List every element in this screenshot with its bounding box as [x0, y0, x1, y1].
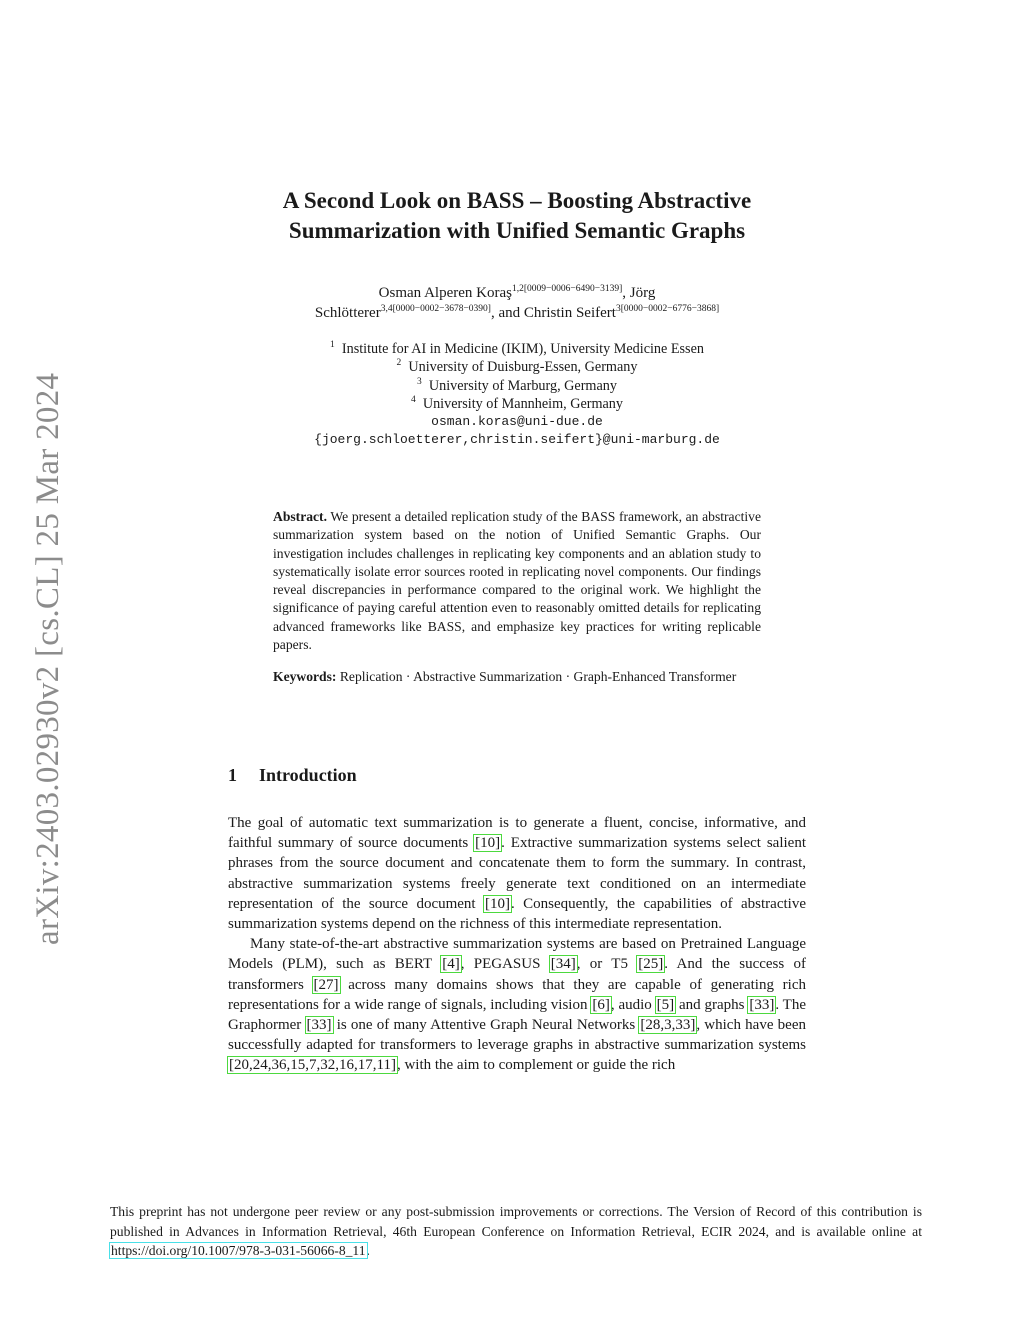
- affiliation: $^2$ University of Duisburg-Essen, Germany: [396, 358, 638, 376]
- author-line-1: [228, 283, 806, 303]
- section-heading: [228, 765, 357, 786]
- email-line: {joerg.schloetterer,christin.seifert}@uni-marburg.de: [314, 432, 720, 448]
- citation-link[interactable]: [33]: [306, 1017, 332, 1034]
- author-orcid: 3[0000−0002−6776−3868]: [615, 304, 720, 314]
- affiliations: [228, 340, 806, 450]
- author-orcid: 1,2[0009−0006−6490−3139]: [511, 284, 623, 294]
- citation-link[interactable]: [27]: [313, 976, 339, 993]
- abstract-label: Abstract.: [273, 509, 327, 524]
- abstract-paragraph: [273, 508, 761, 654]
- author-list: [228, 283, 806, 323]
- section-title: Introduction: [259, 765, 357, 785]
- abstract-text: We present a detailed replication study of the BASS framework, an abstractive summarization system based on the notion of Unified Semantic Graphs. Our investigation includes challenges in replicating key components and an ablation study to systematically isolate error sources rooted in replicating novel components. Our findings reveal discrepancies in performance compared to the original work. We highlight the significance of paying careful attention even to reasonably omitted details for replicating advanced frameworks like BASS, and emphasize key practices for writing replicable papers.: [273, 509, 761, 653]
- author-name: Osman Alperen Koraş: [378, 285, 512, 301]
- title-line-1: A Second Look on BASS – Boosting Abstractive: [282, 188, 752, 213]
- author-name: Schlötterer: [314, 305, 381, 321]
- citation-link[interactable]: [33]: [749, 996, 775, 1013]
- keywords-text: Replication · Abstractive Summarization · Graph-Enhanced Transformer: [339, 669, 737, 685]
- author-orcid: 3,4[0000−0002−3678−0390]: [380, 304, 491, 314]
- author-name: , and Christin Seifert: [490, 305, 616, 321]
- abstract-block: [273, 508, 761, 687]
- affiliation: $^4$ University of Mannheim, Germany: [411, 394, 623, 412]
- author-line-2: [228, 303, 806, 323]
- body-text: [228, 813, 806, 1076]
- citation-link[interactable]: [4]: [442, 956, 460, 973]
- paper-title: [228, 186, 806, 246]
- citation-link[interactable]: [10]: [475, 835, 501, 852]
- preprint-footnote: This preprint has not undergone peer review or any post-submission improvements or corrections. The Version of Record of this contribution is published in Advances in Information Retrieval, 46th European Conference on Information Retrieval, ECIR 2024, and is available online at https://doi.org/10.1007/978-3-031-56066-8_11.: [110, 1204, 922, 1258]
- citation-link[interactable]: [28,3,33]: [640, 1017, 696, 1034]
- citation-link[interactable]: [6]: [592, 996, 610, 1013]
- citation-link[interactable]: [20,24,36,15,7,32,16,17,11]: [229, 1057, 396, 1074]
- keywords-paragraph: [273, 668, 761, 686]
- doi-link[interactable]: https://doi.org/10.1007/978-3-031-56066-8_11: [111, 1243, 366, 1258]
- section-number: 1: [228, 765, 237, 785]
- author-name: , Jörg: [622, 285, 656, 301]
- email-line: osman.koras@uni-due.de: [431, 414, 603, 430]
- paragraph: The goal of automatic text summarization is to generate a fluent, concise, informative, and faithful summary of source documents [10]. Extractive summarization systems select salient phrases from the source document and concatenate them to form the summary. In contrast, abstractive summarization systems freely generate text conditioned on an intermediate representation of the source document [10]. Consequently, the capabilities of abstractive summarization systems depend on the richness of this intermediate representation.: [228, 815, 806, 933]
- citation-link[interactable]: [10]: [484, 895, 510, 912]
- citation-link[interactable]: [25]: [638, 956, 664, 973]
- affiliation: $^1$ Institute for AI in Medicine (IKIM), University Medicine Essen: [330, 340, 704, 357]
- citation-link[interactable]: [34]: [550, 956, 576, 973]
- paragraph: Many state-of-the-art abstractive summarization systems are based on Pretrained Language Models (PLM), such as BERT [4], PEGASUS [34], or T5 [25]. And the success of transformers [27] across many domains shows that they are capable of generating rich representations for a wide range of signals, including vision [6], audio [5] and graphs [33]. The Graphormer [33] is one of many Attentive Graph Neural Networks [28,3,33], which have been successfully adapted for transformers to leverage graphs in abstractive summarization systems [20,24,36,15,7,32,16,17,11], with the aim to complement or guide the rich: [228, 936, 807, 1074]
- affiliation: $^3$ University of Marburg, Germany: [417, 376, 617, 394]
- keywords-label: Keywords:: [273, 669, 337, 685]
- footnote-text: This preprint has not undergone peer review or any post-submission improvements or corrections. The Version of Record of this contribution is published in Advances in Information Retrieval, 46th European Conference on Information Retrieval, ECIR 2024, and is available online at: [110, 1204, 922, 1239]
- citation-link[interactable]: [5]: [656, 996, 675, 1013]
- arxiv-identifier: arXiv:2403.02930v2 [cs.CL] 25 Mar 2024: [30, 372, 66, 945]
- title-line-2: Summarization with Unified Semantic Graphs: [288, 218, 746, 243]
